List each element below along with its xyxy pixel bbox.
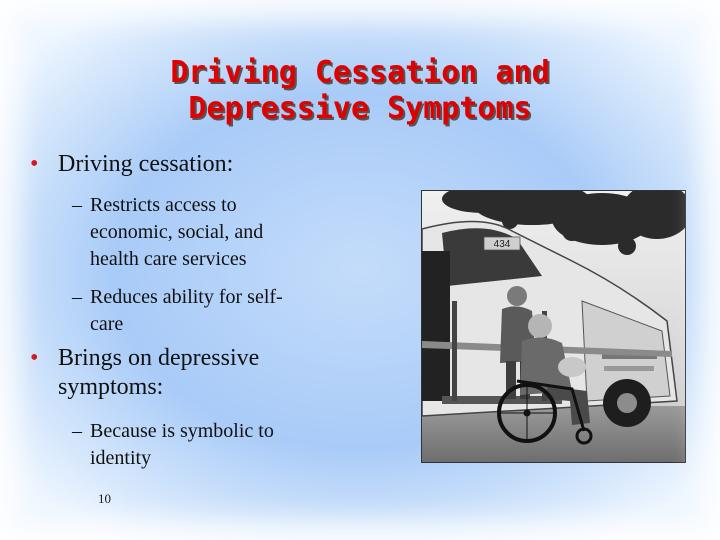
sub-bullet-line: health care services xyxy=(90,248,247,270)
dash-icon: – xyxy=(72,286,82,308)
bullet-icon: • xyxy=(30,151,39,177)
page-number: 10 xyxy=(98,491,111,506)
sub-bullet-line: Reduces ability for self- xyxy=(90,286,283,308)
bullet-text-line: symptoms: xyxy=(58,374,164,400)
title-line-2: Depressive Symptoms xyxy=(188,91,532,126)
title-line-1: Driving Cessation and xyxy=(170,55,550,90)
sub-bullet-line: economic, social, and xyxy=(90,221,264,243)
sub-bullet-line: Restricts access to xyxy=(90,194,237,216)
bullet-text-line: Brings on depressive xyxy=(58,345,260,371)
sub-bullet-line: care xyxy=(90,313,124,335)
dash-icon: – xyxy=(72,194,82,216)
bus-wheelchair-photo xyxy=(421,190,686,463)
bullet-icon: • xyxy=(30,345,39,371)
bullet-depressive-symptoms xyxy=(30,344,259,402)
bus-number: 434 xyxy=(493,239,511,250)
slide-title xyxy=(80,55,640,127)
sub-bullet-restricts-access xyxy=(72,192,332,273)
sub-bullet-symbolic-identity xyxy=(72,418,332,472)
sub-bullet-line: Because is symbolic to xyxy=(90,420,274,442)
bullet-driving-cessation xyxy=(30,150,233,179)
bullet-text: Driving cessation: xyxy=(58,151,234,177)
sub-bullet-reduces-ability xyxy=(72,284,332,338)
sub-bullet-line: identity xyxy=(90,447,152,469)
dash-icon: – xyxy=(72,420,82,442)
